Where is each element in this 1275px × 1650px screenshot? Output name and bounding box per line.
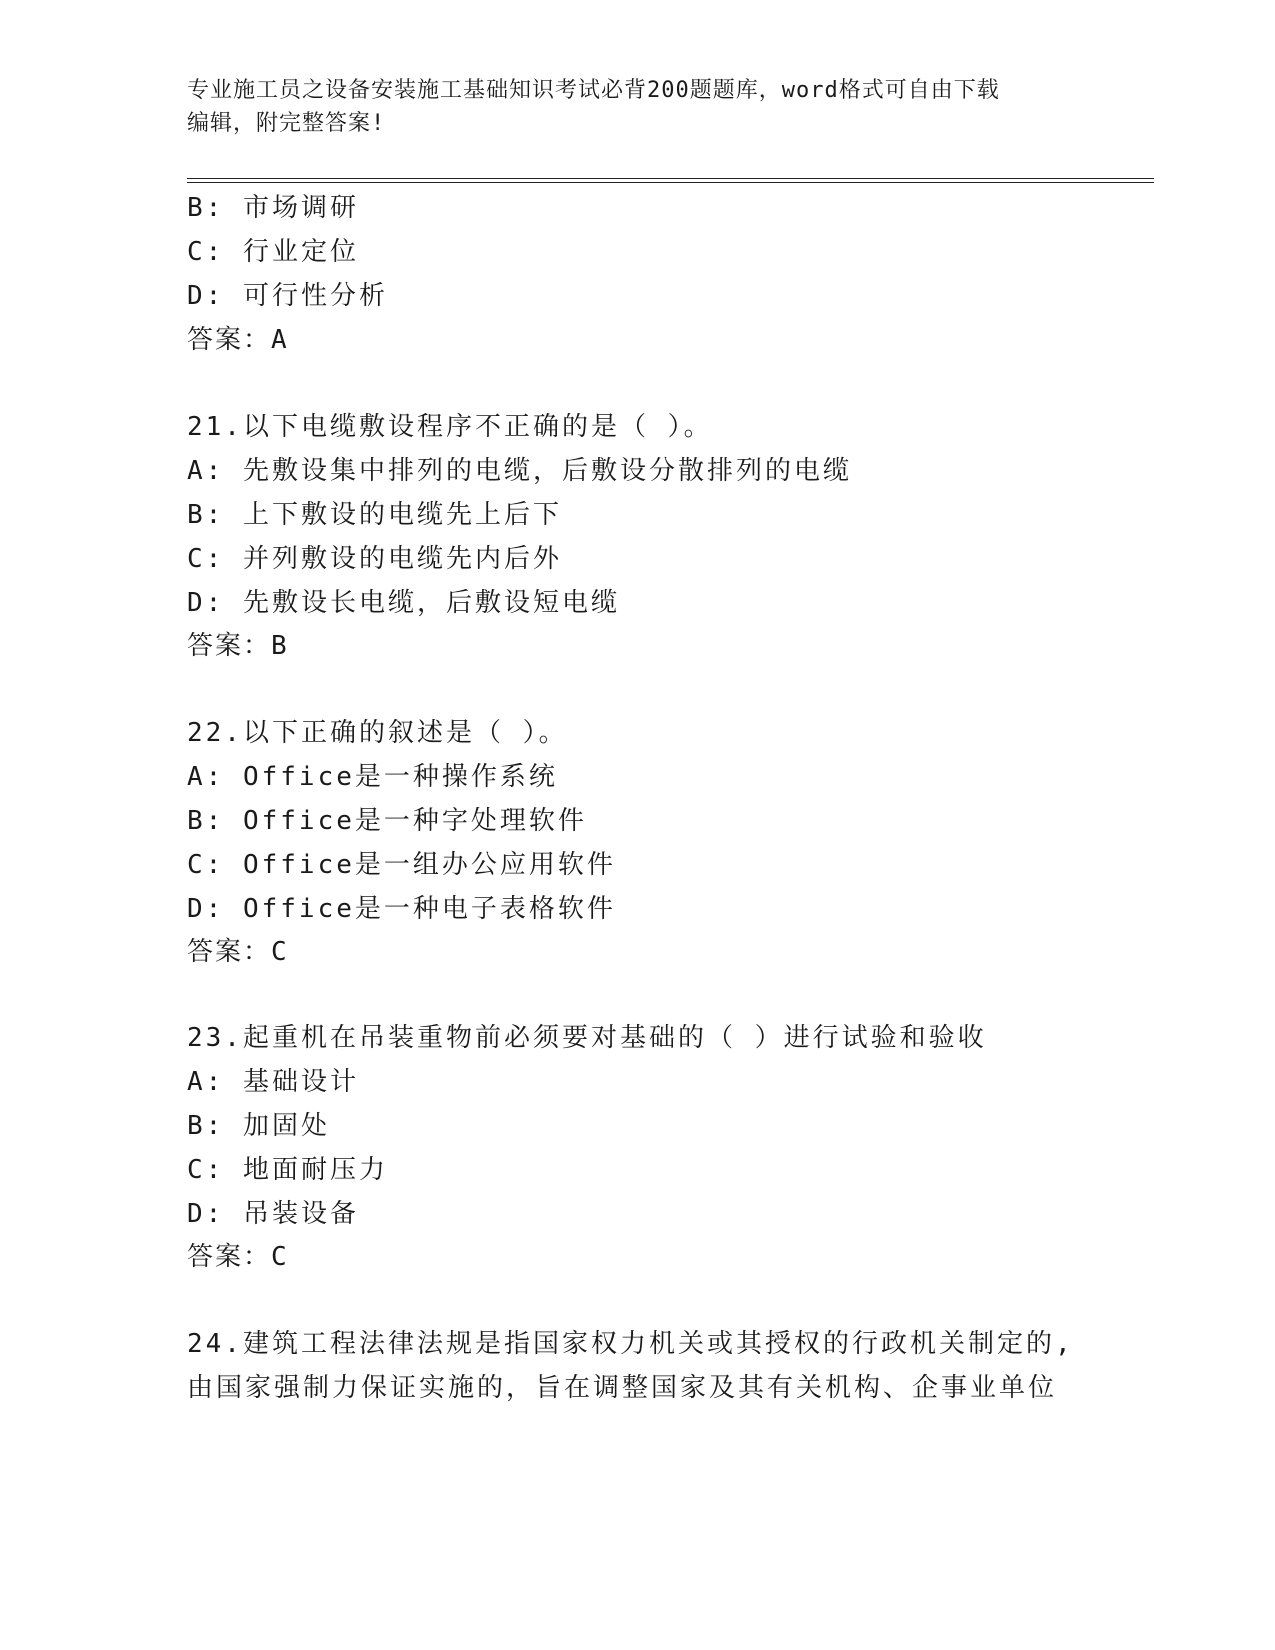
q22-option-a: A: Office是一种操作系统 [187, 762, 558, 792]
q21-option-d: D: 先敷设长电缆，后敷设短电缆 [187, 588, 620, 618]
header-divider-thick [187, 178, 1154, 179]
q24-stem-line-1: 24.建筑工程法律法规是指国家权力机关或其授权的行政机关制定的, [187, 1329, 1074, 1359]
q21-option-c: C: 并列敷设的电缆先内后外 [187, 544, 562, 574]
q23-option-c: C: 地面耐压力 [187, 1155, 388, 1185]
q23-answer: 答案：C [187, 1242, 289, 1272]
header-divider-thin [187, 182, 1154, 183]
q20-answer: 答案：A [187, 325, 289, 355]
q22-option-b: B: Office是一种字处理软件 [187, 806, 587, 836]
q21-option-b: B: 上下敷设的电缆先上后下 [187, 500, 562, 530]
q20-option-c: C: 行业定位 [187, 237, 359, 267]
q23-option-b: B: 加固处 [187, 1111, 330, 1141]
q20-option-b: B: 市场调研 [187, 193, 359, 223]
q23-stem: 23.起重机在吊装重物前必须要对基础的（ ）进行试验和验收 [187, 1023, 987, 1053]
q21-answer: 答案：B [187, 631, 289, 661]
q23-option-a: A: 基础设计 [187, 1067, 359, 1097]
header-line-2: 编辑，附完整答案! [187, 111, 386, 136]
q21-stem: 21.以下电缆敷设程序不正确的是（ ）。 [187, 412, 713, 442]
q22-stem: 22.以下正确的叙述是（ ）。 [187, 718, 568, 748]
q24-stem-line-2: 由国家强制力保证实施的，旨在调整国家及其有关机构、企事业单位 [187, 1373, 1058, 1403]
header-line-1: 专业施工员之设备安装施工基础知识考试必背200题题库，word格式可自由下载 [187, 78, 1000, 103]
q23-option-d: D: 吊装设备 [187, 1199, 359, 1229]
q22-option-c: C: Office是一组办公应用软件 [187, 850, 616, 880]
q22-option-d: D: Office是一种电子表格软件 [187, 894, 616, 924]
q20-option-d: D: 可行性分析 [187, 281, 388, 311]
document-header [187, 74, 1067, 140]
q21-option-a: A: 先敷设集中排列的电缆，后敷设分散排列的电缆 [187, 456, 852, 486]
q22-answer: 答案：C [187, 937, 289, 967]
